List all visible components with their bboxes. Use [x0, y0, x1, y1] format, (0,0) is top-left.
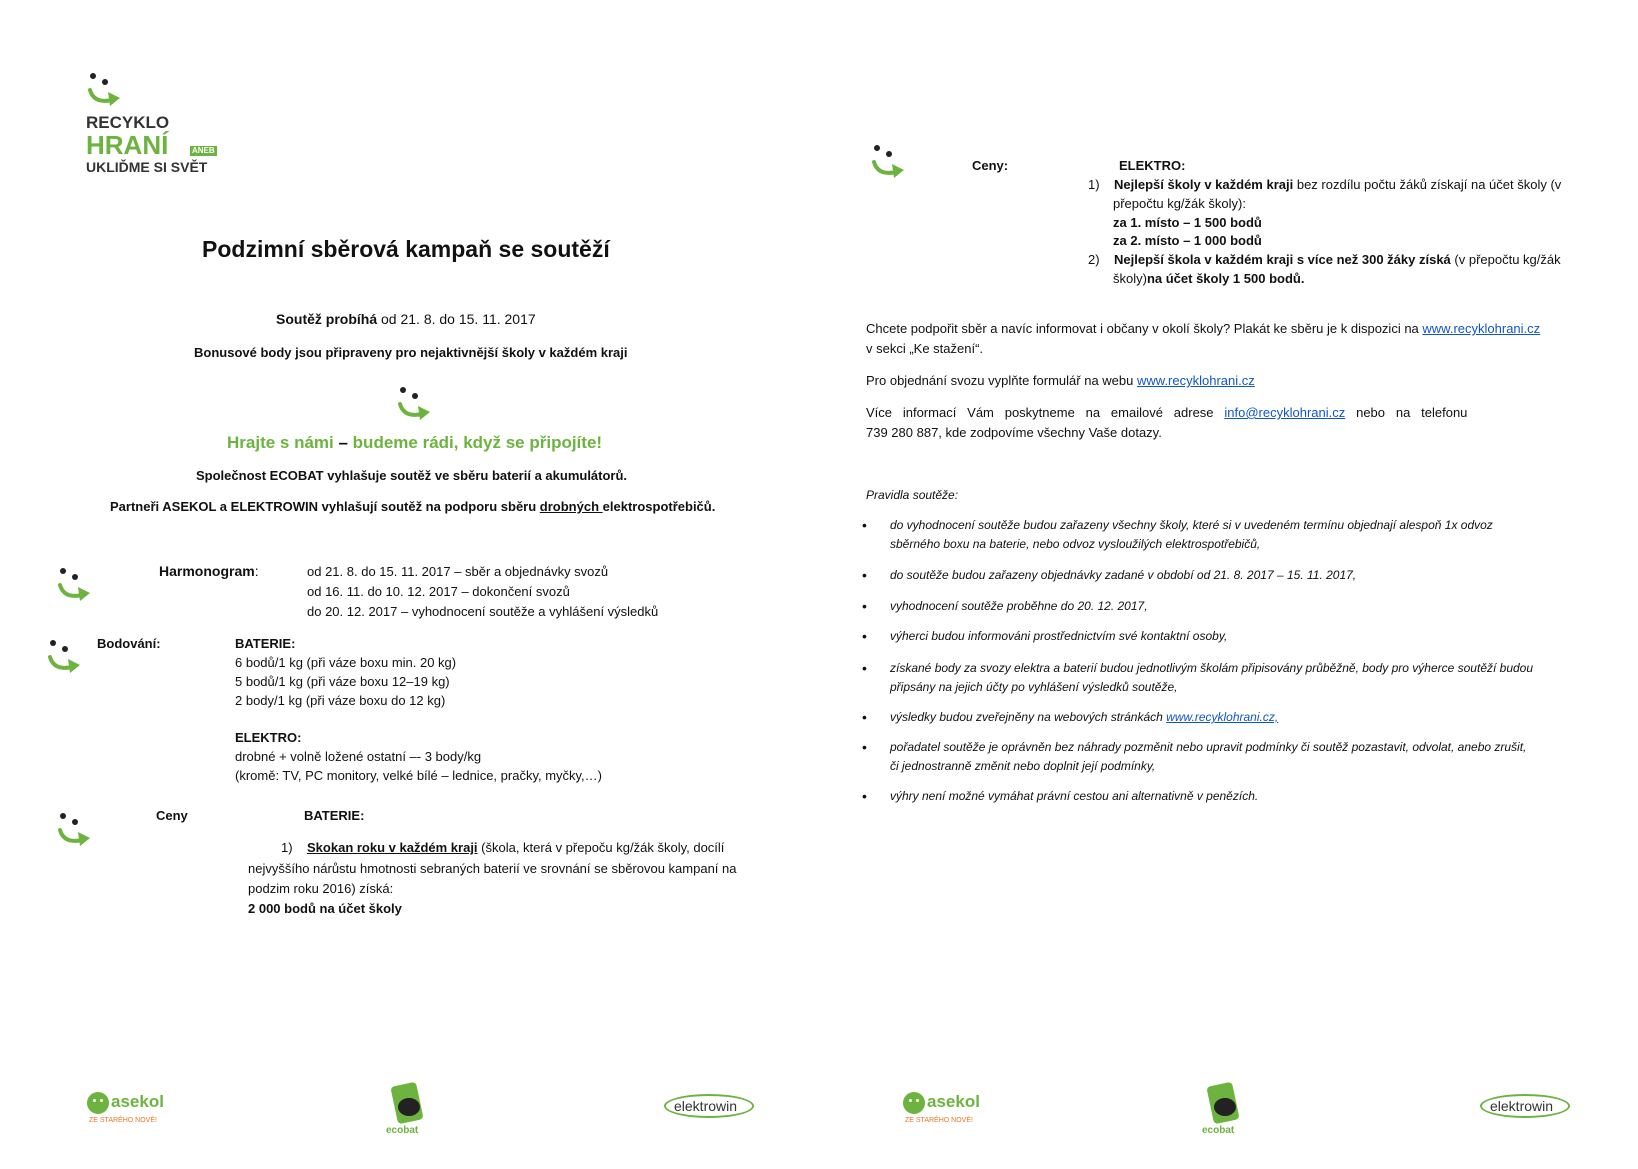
harmonogram-label-text: Harmonogram [159, 563, 255, 579]
rule-item [862, 597, 1600, 616]
recyklohrani-logo [84, 70, 234, 180]
info-email-link[interactable]: info@recyklohrani.cz [1224, 405, 1346, 420]
prize-text2: nejvyššího nárůstu hmotnosti sebraných baterií ve srovnání se sběrovou kampaní na [248, 861, 737, 876]
ceny-label: Ceny [156, 808, 188, 823]
slogan [227, 433, 602, 453]
harmonogram-item: do 20. 12. 2017 – vyhodnocení soutěže a vyhlášení výsledků [307, 604, 659, 619]
rule-item [862, 787, 1600, 806]
smiley-arrow-icon [84, 70, 126, 110]
rule-text: vyhodnocení soutěže proběhne do 20. 12. 2017, [890, 599, 1148, 613]
asekol-logo [903, 1090, 985, 1132]
prize1-text: bez rozdílu počtu žáků získají na účet školy (v [1293, 177, 1562, 192]
page-title: Podzimní sběrová kampaň se soutěží [202, 236, 610, 262]
support-paragraph-2: v sekci „Ke stažení“. [866, 341, 984, 356]
rule-text: či jednostranně změnit nebo doplnit její podmínky, [890, 759, 1156, 773]
right-prize1-line1 [1088, 177, 1561, 192]
logo-line2: HRANÍ [86, 130, 169, 160]
bullet-icon: • [862, 598, 867, 614]
bodovani-elektro-title: ELEKTRO: [235, 730, 302, 745]
support-text: Chcete podpořit sběr a navíc informovat i občany v okolí školy? Plakát ke sběru je k dispozici na [866, 321, 1423, 336]
prize-number: 1) [281, 840, 293, 855]
rule-item [862, 516, 1600, 554]
logo-aneb: ANEB [192, 146, 215, 155]
period-value: od 21. 8. do 15. 11. 2017 [377, 311, 536, 327]
info-text-b: nebo na telefonu [1345, 405, 1468, 420]
rule-text: výhry není možné vymáhat právní cestou ani alternativně v penězích. [890, 789, 1259, 803]
order-link[interactable]: www.recyklohrani.cz [1137, 373, 1255, 388]
bullet-icon: • [862, 709, 867, 725]
logo-line3: UKLIĎME SI SVĚT [86, 159, 208, 175]
right-prize1-line2: přepočtu kg/žák školy): [1113, 196, 1246, 211]
partners-text-a: Partneři ASEKOL a ELEKTROWIN vyhlašují soutěž na podporu sběru [110, 499, 540, 514]
rules-website-link[interactable]: www.recyklohrani.cz, [1166, 710, 1279, 724]
smiley-arrow-icon [394, 384, 436, 424]
smiley-arrow-icon [54, 810, 96, 850]
rule-text [890, 708, 1600, 727]
info-paragraph [866, 405, 1600, 420]
prize2-text2a: školy) [1113, 271, 1147, 286]
ecobat-announcement: Společnost ECOBAT vyhlašuje soutěž ve sběru baterií a akumulátorů. [196, 468, 628, 483]
bullet-icon: • [862, 660, 867, 676]
support-link[interactable]: www.recyklohrani.cz [1422, 321, 1541, 336]
baterie-rate: 5 bodů/1 kg (při váze boxu 12–19 kg) [235, 674, 450, 689]
rule-text-part: výsledky budou zveřejněny na webových stránkách [890, 710, 1167, 724]
rule-text: sběrného boxu na baterie, nebo odvoz vysloužilých elektrospotřebičů, [890, 537, 1261, 551]
right-prize1-place2: za 2. místo – 1 000 bodů [1113, 233, 1262, 248]
right-prize2-line2 [1113, 271, 1304, 286]
period-label: Soutěž probíhá [276, 311, 378, 327]
elektro-rate: (kromě: TV, PC monitory, velké bílé – lednice, pračky, myčky,…) [235, 768, 603, 783]
info-paragraph-2: 739 280 887, kde zodpovíme všechny Vaše dotazy. [866, 425, 1162, 440]
info-text-a: Více informací Vám poskytneme na emailové adrese [866, 405, 1225, 420]
elektrowin-logo [664, 1090, 756, 1122]
partners-announcement [110, 499, 715, 514]
ecobat-wordmark: ecobat [1202, 1125, 1235, 1136]
bullet-icon: • [862, 517, 867, 533]
rule-item [862, 708, 1600, 727]
slogan-dash: – [333, 433, 353, 452]
order-text: Pro objednání svozu vyplňte formulář na webu [866, 373, 1137, 388]
prize2-number: 2) [1088, 252, 1100, 267]
rules-title: Pravidla soutěže: [866, 488, 959, 502]
baterie-rate: 2 body/1 kg (při váze boxu do 12 kg) [235, 693, 446, 708]
asekol-tagline: ZE STARÉHO NOVÉ! [905, 1117, 973, 1124]
slogan-b: budeme rádi, když se připojíte! [352, 433, 603, 452]
smiley-arrow-icon [868, 142, 910, 182]
ecobat-wordmark: ecobat [386, 1125, 419, 1136]
elektrowin-wordmark: elektrowin [674, 1098, 738, 1114]
smiley-arrow-icon [54, 565, 96, 605]
asekol-tagline: ZE STARÉHO NOVÉ! [89, 1117, 157, 1124]
asekol-wordmark: asekol [111, 1092, 164, 1111]
rule-item [862, 566, 1600, 585]
right-ceny-label: Ceny: [972, 158, 1009, 173]
rule-text: výherci budou informováni prostřednictvím své kontaktní osoby, [890, 629, 1228, 643]
right-prize1-place1: za 1. místo – 1 500 bodů [1113, 215, 1262, 230]
asekol-wordmark: asekol [927, 1092, 980, 1111]
prize-line1 [281, 840, 724, 855]
order-paragraph [866, 373, 1255, 388]
harmonogram-label [159, 563, 259, 579]
slogan-a: Hrajte s námi [227, 433, 334, 452]
partners-text-underline: drobných [539, 499, 603, 514]
harmonogram-colon: : [254, 563, 259, 579]
rule-text: získané body za svozy elektra a baterií budou jednotlivým školám připisovány průběžně, body pro výherce soutěží budou [890, 661, 1534, 675]
ceny-baterie-title: BATERIE: [304, 808, 365, 823]
prize-text1: (škola, která v přepoču kg/žák školy, docílí [477, 840, 725, 855]
right-elektro-title: ELEKTRO: [1119, 158, 1186, 173]
bullet-icon: • [862, 788, 867, 804]
asekol-face-icon [903, 1092, 925, 1114]
elektro-rate: drobné + volně ložené ostatní –- 3 body/kg [235, 749, 482, 764]
bullet-icon: • [862, 567, 867, 583]
elektrowin-logo [1480, 1090, 1572, 1122]
prize-reward: 2 000 bodů na účet školy [248, 901, 402, 916]
ecobat-logo [1200, 1084, 1248, 1140]
rule-item [862, 738, 1600, 776]
logo-line1: RECYKLO [86, 113, 170, 132]
competition-period [276, 311, 536, 327]
prize1-bold: Nejlepší školy v každém kraji [1114, 177, 1294, 192]
rule-text: pořadatel soutěže je oprávněn bez náhrady pozměnit nebo upravit podmínky či soutěž pozastavit, odvolat, anebo zrušit, [890, 740, 1527, 754]
right-prize2-line1 [1088, 252, 1561, 267]
prize2-text: (v přepočtu kg/žák [1450, 252, 1561, 267]
asekol-face-icon [87, 1092, 109, 1114]
rule-text: do vyhodnocení soutěže budou zařazeny všechny školy, které si v uvedeném termínu objednají alespoň 1x odvoz [890, 518, 1493, 532]
prize1-number: 1) [1088, 177, 1100, 192]
prize2-bold: Nejlepší škola v každém kraji s více než 300 žáky získá [1114, 252, 1451, 267]
bodovani-baterie-title: BATERIE: [235, 636, 296, 651]
elektrowin-wordmark: elektrowin [1490, 1098, 1554, 1114]
bonus-text: Bonusové body jsou připraveny pro nejaktivnější školy v každém kraji [194, 345, 628, 360]
harmonogram-item: od 16. 11. do 10. 12. 2017 – dokončení svozů [307, 584, 570, 599]
baterie-rate: 6 bodů/1 kg (při váze boxu min. 20 kg) [235, 655, 457, 670]
prize2-text2b: na účet školy 1 500 bodů. [1146, 271, 1305, 286]
prize-text3: podzim roku 2016) získá: [248, 881, 394, 896]
rule-text: připsány na jejich účty po vyhlášení výsledků soutěže, [890, 680, 1178, 694]
ecobat-logo [384, 1084, 432, 1140]
rule-item [862, 627, 1600, 646]
smiley-arrow-icon [44, 637, 86, 677]
rule-text: do soutěže budou zařazeny objednávky zadané v období od 21. 8. 2017 – 15. 11. 2017, [890, 568, 1357, 582]
harmonogram-item: od 21. 8. do 15. 11. 2017 – sběr a objednávky svozů [307, 564, 609, 579]
bullet-icon: • [862, 739, 867, 755]
prize-title: Skokan roku v každém kraji [307, 840, 478, 855]
rule-item [862, 659, 1600, 697]
bodovani-label: Bodování: [97, 636, 161, 651]
asekol-logo [87, 1090, 169, 1132]
partners-text-b: elektrospotřebičů. [602, 499, 716, 514]
bullet-icon: • [862, 628, 867, 644]
support-paragraph [866, 321, 1540, 336]
